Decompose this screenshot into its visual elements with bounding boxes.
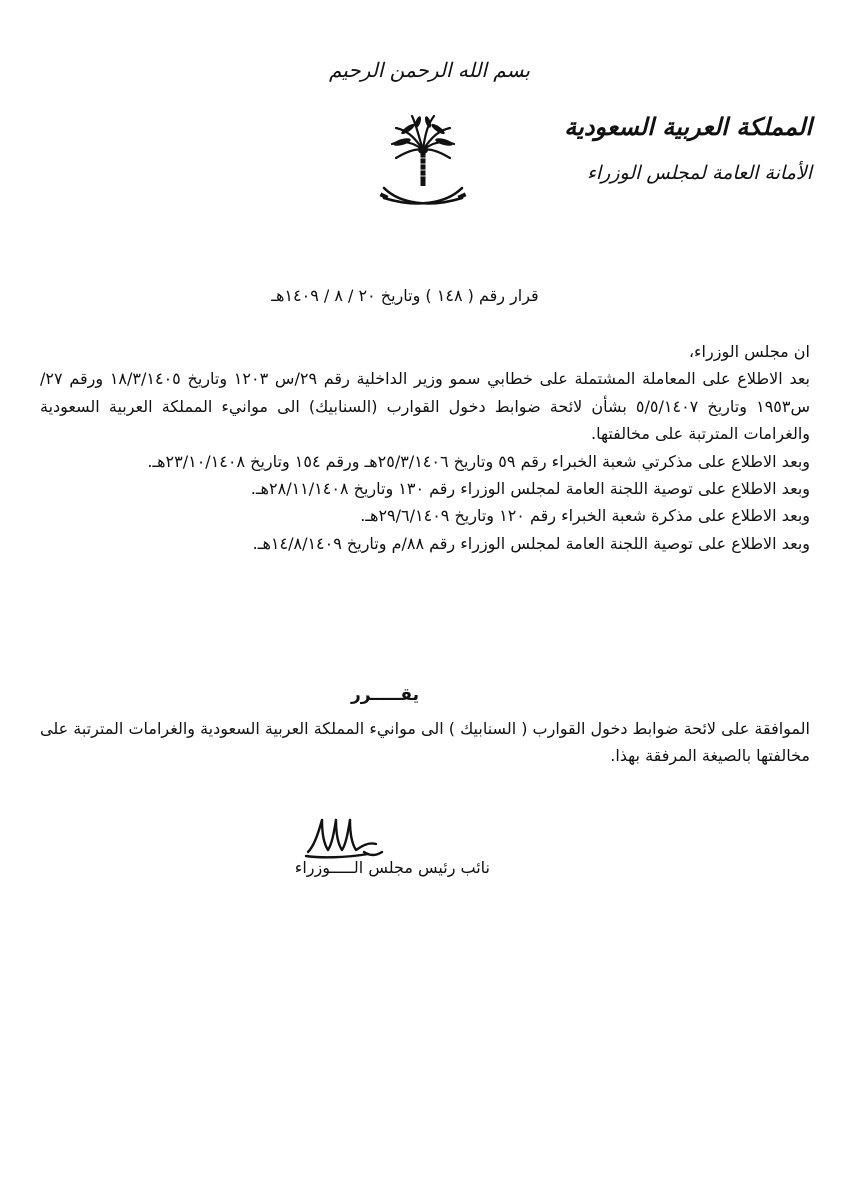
paragraph: وبعد الاطلاع على مذكرة شعبة الخبراء رقم ١٢٠ وتاريخ ٢٩/٦/١٤٠٩هـ. — [360, 506, 810, 526]
saudi-emblem-icon — [378, 112, 468, 217]
paragraph: بعد الاطلاع على المعاملة المشتملة على خطابي سمو وزير الداخلية رقم ٢٩/س ١٢٠٣ وتاريخ ١٨/٣/١٤٠٥ ورقم ٢٧/س١٩٥٣ وتاريخ ٥/٥/١٤٠٧ بشأن لائحة ضوابط دخول القوارب (السنابيك) الى موانيء المملكة العربية السعودية والغرامات المترتبة على مخالفتها. — [40, 369, 811, 444]
signer-title: نائب رئيس مجلس الـــــوزراء — [294, 858, 490, 877]
secretariat-name: الأمانة العامة لمجلس الوزراء — [586, 162, 812, 184]
paragraph: وبعد الاطلاع على توصية اللجنة العامة لمجلس الوزراء رقم ١٣٠ وتاريخ ٢٨/١١/١٤٠٨هـ. — [250, 479, 810, 499]
signature-icon — [300, 812, 390, 862]
resolution-text: الموافقة على لائحة ضوابط دخول القوارب ( السنابيك ) الى موانيء المملكة العربية السعودية والغرامات المترتبة على مخالفتها بالصيغة المرفقة بهذا. — [40, 719, 810, 765]
resolution-heading: يقـــــرر — [350, 685, 420, 705]
basmala: بسم الله الرحمن الرحيم — [328, 58, 530, 82]
kingdom-name: المملكة العربية السعودية — [564, 112, 812, 141]
opening-line: ان مجلس الوزراء، — [688, 342, 810, 361]
decision-number-date: قرار رقم ( ١٤٨ ) وتاريخ ٢٠ / ٨ / ١٤٠٩هـ — [271, 286, 539, 305]
paragraph: وبعد الاطلاع على توصية اللجنة العامة لمجلس الوزراء رقم ٨٨/م وتاريخ ١٤/٨/١٤٠٩هـ. — [252, 533, 810, 553]
paragraph: وبعد الاطلاع على مذكرتي شعبة الخبراء رقم ٥٩ وتاريخ ٢٥/٣/١٤٠٦هـ ورقم ١٥٤ وتاريخ ٢٣/١٠/١٤٠٨هـ. — [147, 451, 810, 471]
document-body — [40, 338, 810, 557]
